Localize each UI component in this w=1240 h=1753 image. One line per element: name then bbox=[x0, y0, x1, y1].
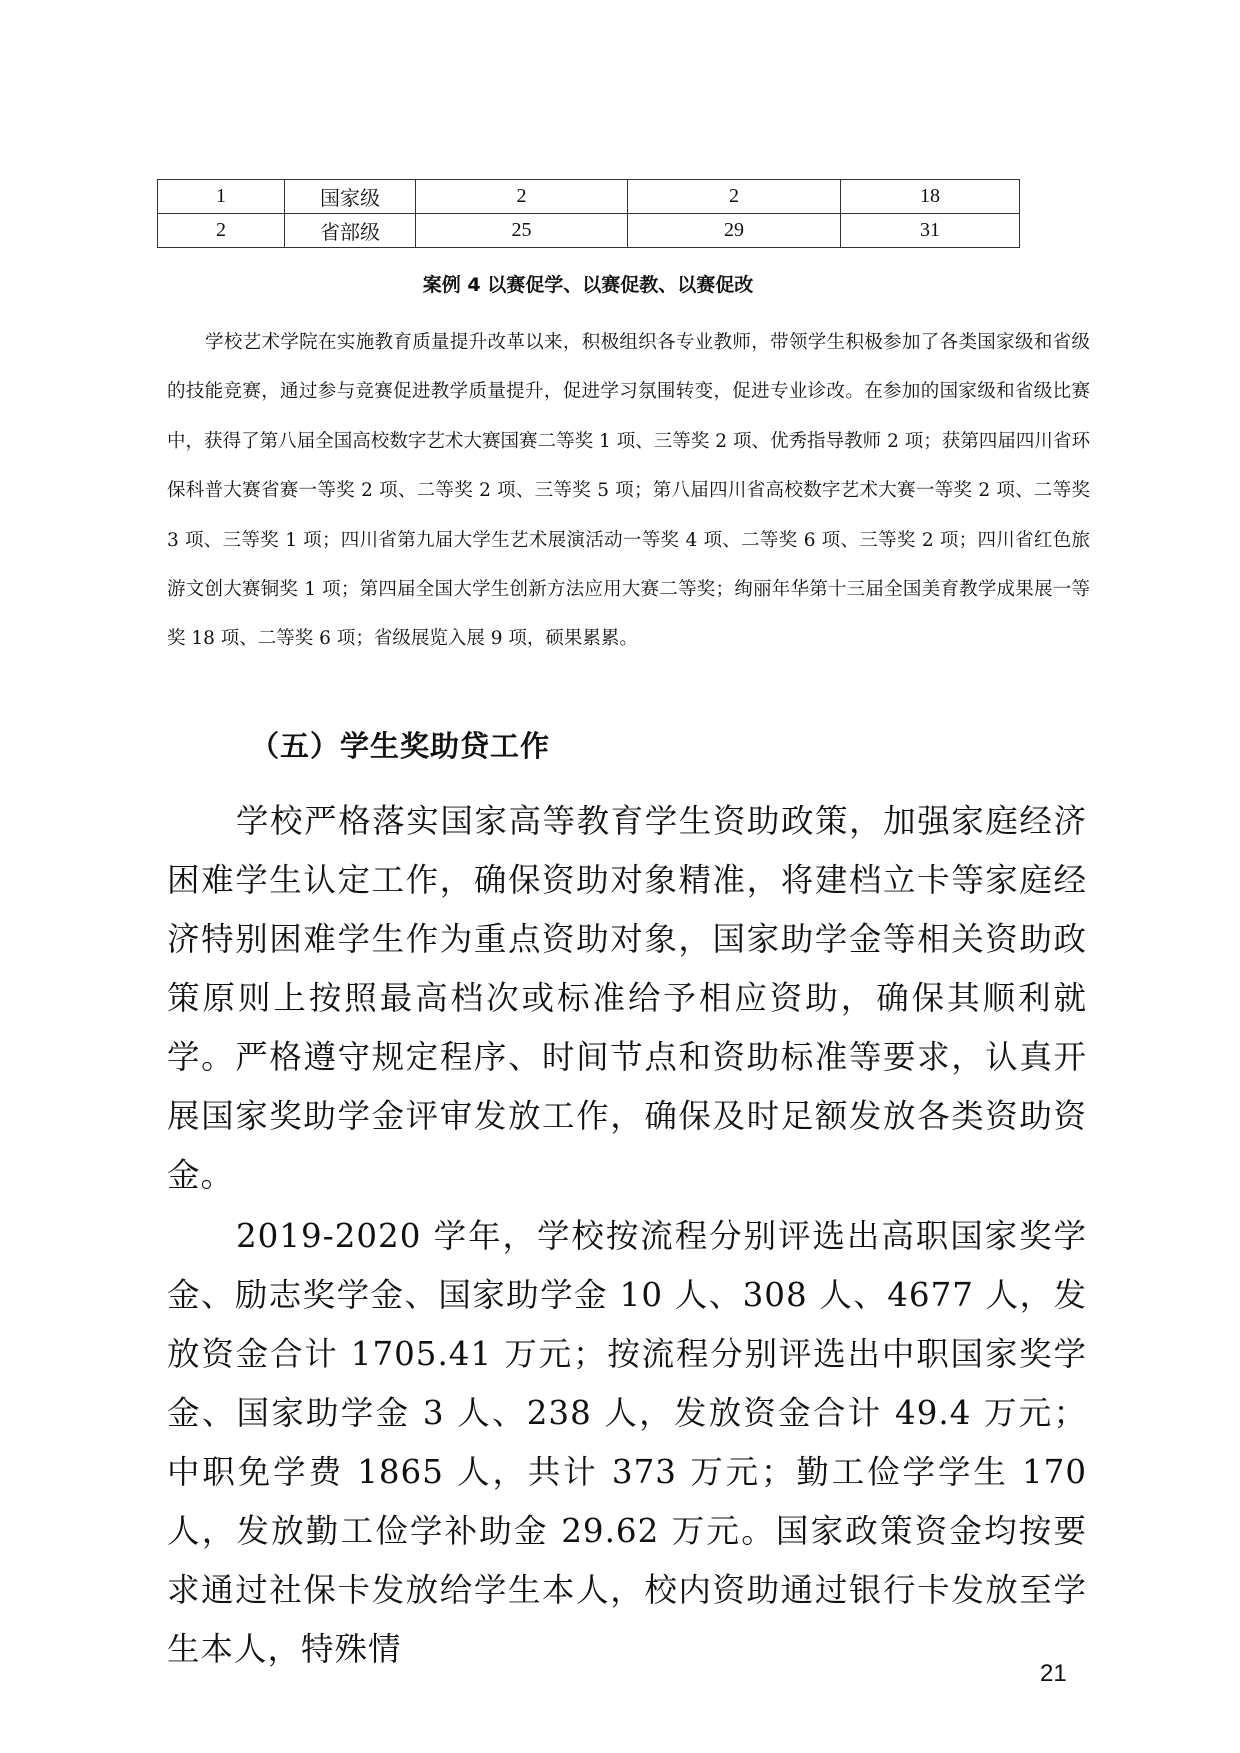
case-title: 案例 4 以赛促学、以赛促教、以赛促改 bbox=[422, 274, 754, 296]
table-cell: 31 bbox=[841, 214, 1020, 248]
section-heading: （五）学生奖助贷工作 bbox=[250, 729, 551, 763]
table-cell: 2 bbox=[628, 180, 841, 214]
body-paragraph-funding: 2019-2020 学年，学校按流程分别评选出高职国家奖学金、励志奖学金、国家助学金 10 人、308 人、4677 人，发放资金合计 1705.41 万元；按流程分别评选出中职国家奖学金、国家助学金 3 人、238 人，发放资金合计 49.4 万元；中职免学费 1865 人，共计 373 万元；勤工俭学学生 170 人，发放勤工俭学补助金 29.62 万元。国家政策资金均按要求通过社保卡发放给学生本人，校内资助通过银行卡发放至学生本人，特殊情 bbox=[167, 1217, 1087, 1668]
table-cell: 29 bbox=[628, 214, 841, 248]
case-paragraph: 学校艺术学院在实施教育质量提升改革以来，积极组织各专业教师，带领学生积极参加了各类国家级和省级的技能竞赛，通过参与竞赛促进教学质量提升，促进学习氛围转变，促进专业诊改。在参加的国家级和省级比赛中，获得了第八届全国高校数字艺术大赛国赛二等奖 1 项、三等奖 2 项、优秀指导教师 2 项；获第四届四川省环保科普大赛省赛一等奖 2 项、二等奖 2 项、三等奖 5 项；第八届四川省高校数字艺术大赛一等奖 2 项、二等奖 3 项、三等奖 1 项；四川省第九届大学生艺术展演活动一等奖 4 项、二等奖 6 项、三等奖 2 项；四川省红色旅游文创大赛铜奖 1 项；第四届全国大学生创新方法应用大赛二等奖；绚丽年华第十三届全国美育教学成果展一等奖 18 项、二等奖 6 项；省级展览入展 9 项，硕果累累。 bbox=[167, 332, 1090, 650]
award-table bbox=[157, 179, 1020, 248]
body-paragraph-policy: 学校严格落实国家高等教育学生资助政策，加强家庭经济困难学生认定工作，确保资助对象精准，将建档立卡等家庭经济特别困难学生作为重点资助对象，国家助学金等相关资助政策原则上按照最高档次或标准给予相应资助，确保其顺利就学。严格遵守规定程序、时间节点和资助标准等要求，认真开展国家奖助学金评审发放工作，确保及时足额发放各类资助资金。 bbox=[167, 802, 1087, 1194]
table-cell: 2 bbox=[158, 214, 285, 248]
table-cell: 2 bbox=[416, 180, 628, 214]
page-number: 21 bbox=[1040, 1660, 1067, 1687]
table-row bbox=[158, 214, 1020, 248]
table-cell: 18 bbox=[841, 180, 1020, 214]
table-cell: 1 bbox=[158, 180, 285, 214]
table-cell: 国家级 bbox=[285, 180, 416, 214]
table-cell: 省部级 bbox=[285, 214, 416, 248]
table-row bbox=[158, 180, 1020, 214]
table-cell: 25 bbox=[416, 214, 628, 248]
